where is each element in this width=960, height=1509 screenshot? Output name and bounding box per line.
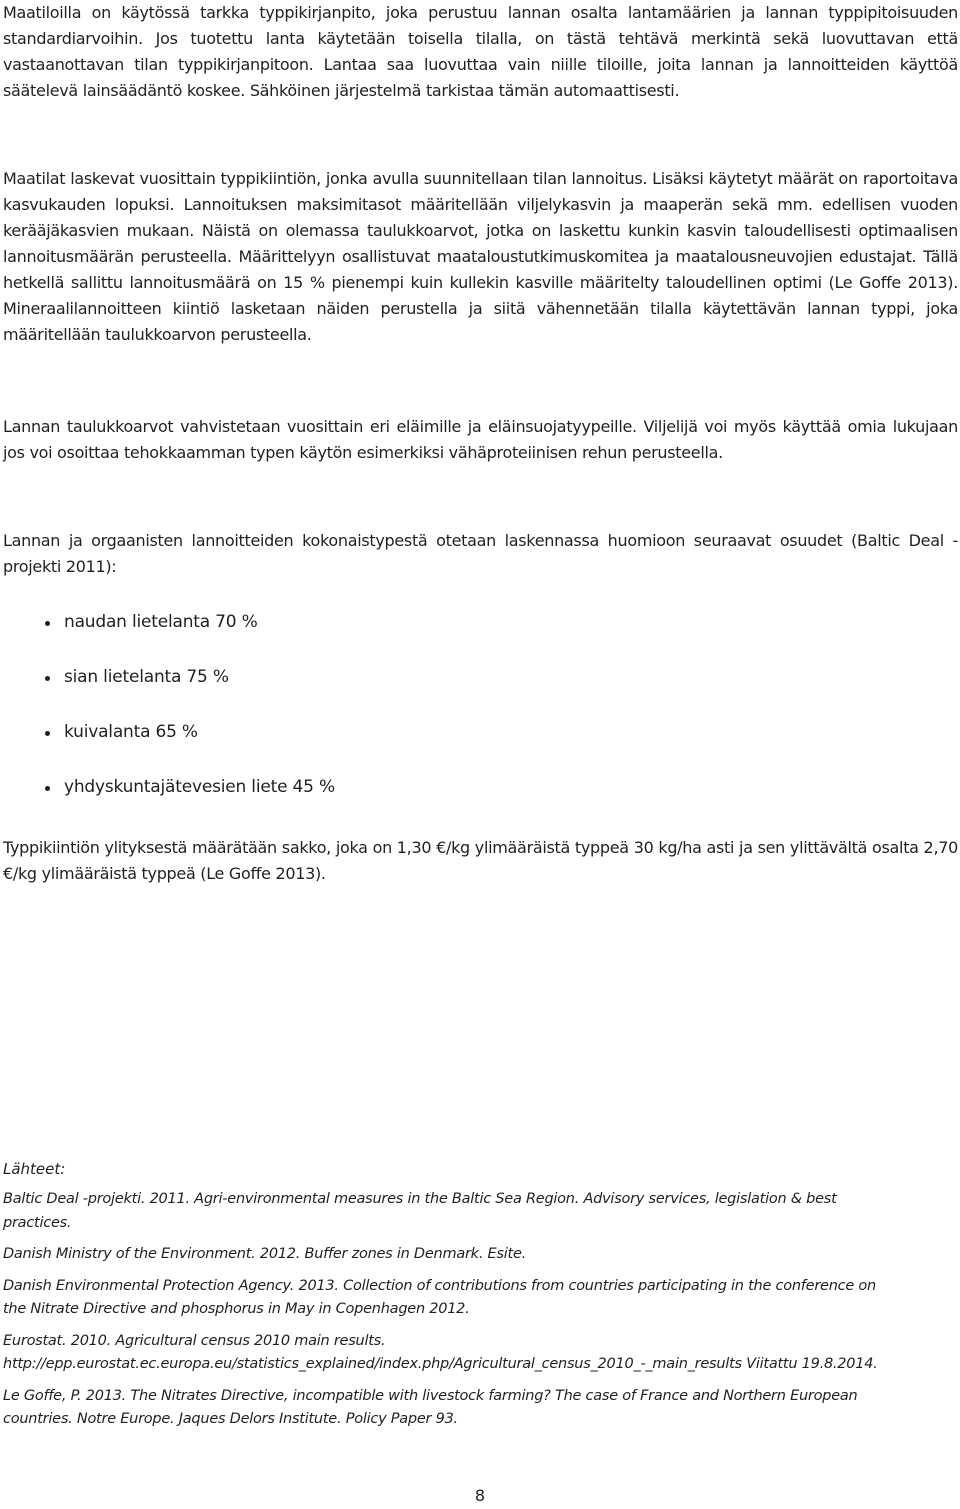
list-item-text: naudan lietelanta 70 % (64, 612, 258, 632)
paragraph-nitrogen-quota: Maatilat laskevat vuosittain typpikiintiön, jonka avulla suunnitellaan tilan lannoitus. Lisäksi käytetyt määrät on raportoitava kasvukauden lopuksi. Lannoituksen maksimitasot määritellään viljelykasvin ja maaperän sekä mm. edellisen vuoden kerääjäkasvien mukaan. Näistä on olemassa taulukkoarvot, jotka on laskettu kunkin kasvin taloudellisesti optimaalisen lannoitusmäärän perusteella. Määrittelyyn osallistuvat maataloustutkimuskomitea ja maatalousneuvojien edustajat. Tällä hetkellä sallittu lannoitusmäärä on 15 % pienempi kuin kullekin kasville määritelty taloudellinen optimi (Le Goffe 2013). Mineraalilannoitteen kiintiö lasketaan näiden perustella ja siitä vähennetään tilalla käytettävän lannan typpi, joka määritellään taulukkoarvon perusteella. (3, 169, 958, 344)
paragraph-manure-table-values: Lannan taulukkoarvot vahvistetaan vuosittain eri eläimille ja eläinsuojatyypeille. Viljelijä voi myös käyttää omia lukujaan jos voi osoittaa tehokkaamman typen käytön esimerkiksi vähäproteiinisen rehun perusteella. (3, 417, 958, 462)
reference-item: Le Goffe, P. 2013. The Nitrates Directive, incompatible with livestock farming? The case of France and Northern European countries. Notre Europe. Jaques Delors Institute. Policy Paper 93. (3, 1387, 858, 1427)
reference-item: Baltic Deal -projekti. 2011. Agri-environmental measures in the Baltic Sea Region. Advisory services, legislation & best practices. (3, 1191, 837, 1231)
references-heading: Lähteet: (3, 1160, 66, 1178)
bullet-list-nitrogen-shares (0, 607, 600, 827)
list-item-text: yhdyskuntajätevesien liete 45 % (64, 777, 335, 797)
reference-item: Danish Environmental Protection Agency. 2013. Collection of contributions from countries participating in the conference on the Nitrate Directive and phosphorus in May in Copenhagen 2012. (3, 1277, 876, 1317)
list-item (0, 607, 600, 662)
list-item (0, 772, 600, 827)
bullet-icon (45, 731, 50, 736)
list-item (0, 717, 600, 772)
paragraph-nitrogen-bookkeeping: Maatiloilla on käytössä tarkka typpikirjanpito, joka perustuu lannan osalta lantamäärien ja lannan typpipitoisuuden standardiarvoihin. Jos tuotettu lanta käytetään toisella tilalla, on tästä tehtävä merkintä sekä luovuttavan että vastaanottavan tilan typpikirjanpitoon. Lantaa saa luovuttaa vain niille tiloille, joita lannan ja lannoitteiden käyttöä säätelevä lainsäädäntö koskee. Sähköinen järjestelmä tarkistaa tämän automaattisesti. (3, 3, 958, 100)
reference-item: Eurostat. 2010. Agricultural census 2010 main results. http://epp.eurostat.ec.europa.eu/statistics_explained/index.php/Agricultural_census_2010_-_main_results Viitattu 19.8.2014. (3, 1332, 878, 1372)
bullet-icon (45, 621, 50, 626)
list-item-text: kuivalanta 65 % (64, 722, 198, 742)
list-item (0, 662, 600, 717)
paragraph-total-nitrogen-shares: Lannan ja orgaanisten lannoitteiden kokonaistypestä otetaan laskennassa huomioon seuraavat osuudet (Baltic Deal -projekti 2011): (3, 531, 958, 576)
reference-item: Danish Ministry of the Environment. 2012. Buffer zones in Denmark. Esite. (3, 1246, 527, 1262)
paragraph-penalty: Typpikiintiön ylityksestä määrätään sakko, joka on 1,30 €/kg ylimääräistä typpeä 30 kg/ha asti ja sen ylittävältä osalta 2,70 €/kg ylimääräistä typpeä (Le Goffe 2013). (3, 838, 958, 883)
bullet-icon (45, 786, 50, 791)
page-number: 8 (474, 1486, 486, 1505)
list-item-text: sian lietelanta 75 % (64, 667, 229, 687)
bullet-icon (45, 676, 50, 681)
references-list (3, 1188, 903, 1440)
